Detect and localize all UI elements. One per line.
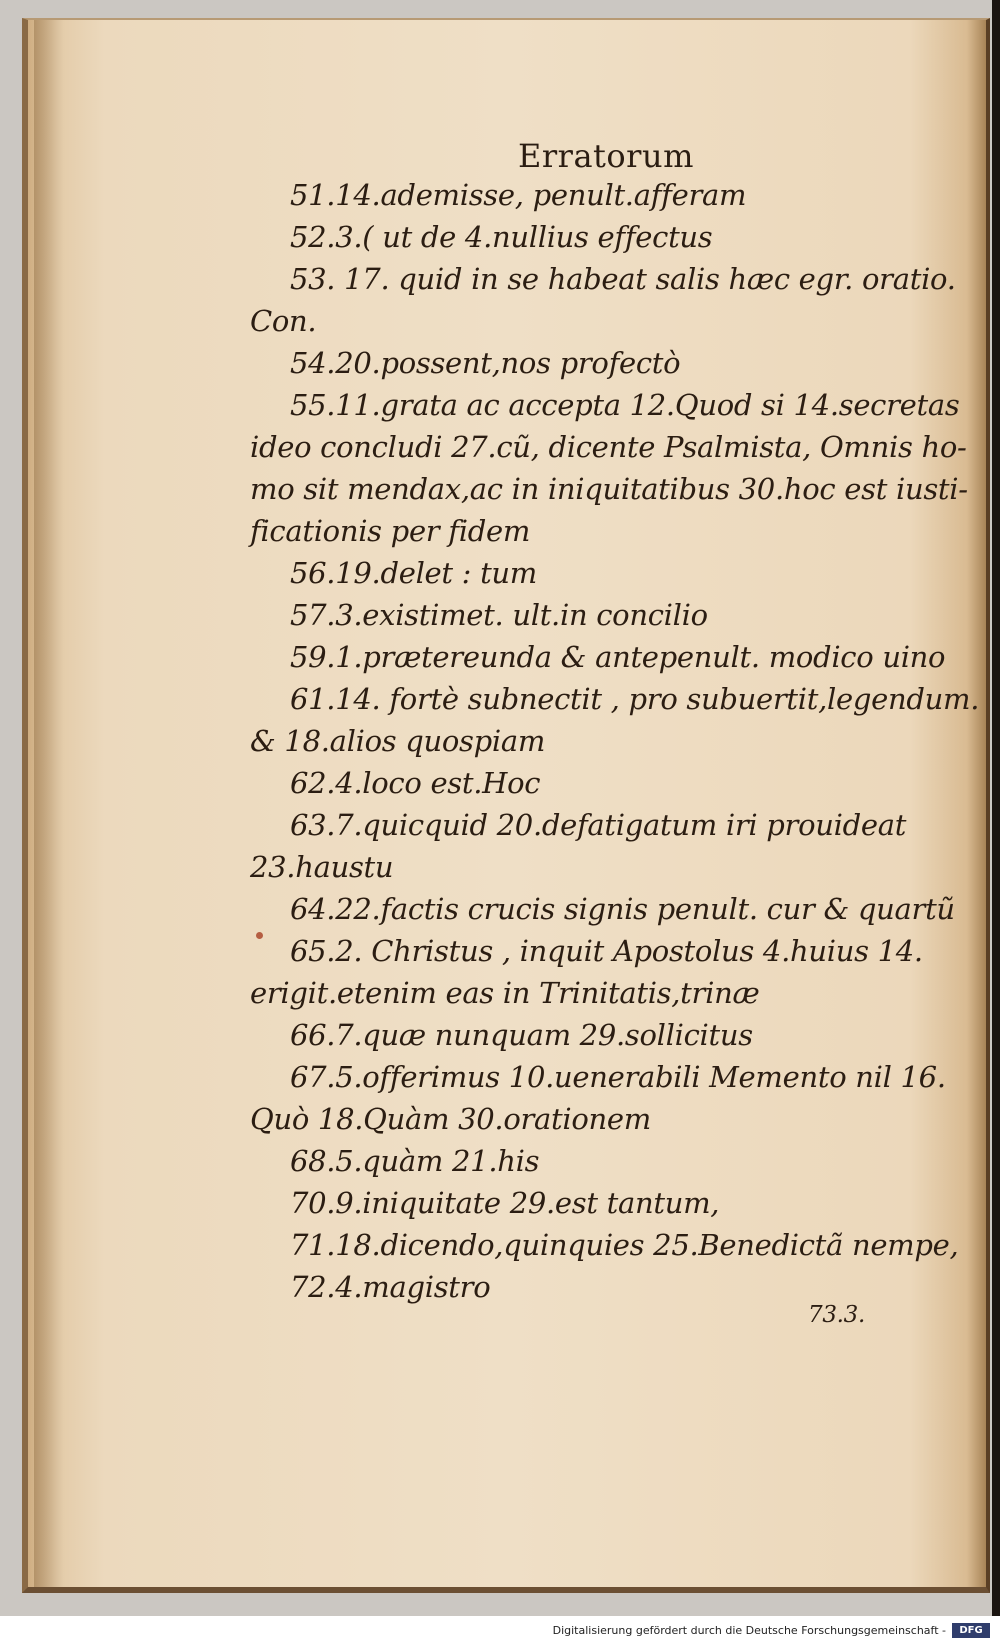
- errata-line: ficationis per fidem: [250, 514, 531, 548]
- errata-line: & 18.alios quospiam: [250, 724, 546, 758]
- errata-line: 65.2. Christus , inquit Apostolus 4.huius 14.: [290, 934, 923, 968]
- errata-line: 51.14.ademisse, penult.afferam: [290, 178, 747, 212]
- errata-line: 71.18.dicendo,quinquies 25.Benedictã nempe,: [290, 1228, 959, 1262]
- errata-line: 70.9.iniquitate 29.est tantum,: [290, 1186, 720, 1220]
- errata-line: 56.19.delet : tum: [290, 556, 537, 590]
- errata-line: ideo concludi 27.cũ, dicente Psalmista, Omnis ho-: [250, 430, 967, 464]
- errata-line: 68.5.quàm 21.his: [290, 1144, 540, 1178]
- errata-line: 52.3.( ut de 4.nullius effectus: [290, 220, 713, 254]
- book-edge: [992, 0, 1000, 1646]
- errata-line: 63.7.quicquid 20.defatigatum iri prouideat: [290, 808, 907, 842]
- errata-line: Quò 18.Quàm 30.orationem: [250, 1102, 651, 1136]
- errata-line: mo sit mendax,ac in iniquitatibus 30.hoc est iusti-: [250, 472, 968, 506]
- errata-line: 67.5.offerimus 10.uenerabili Memento nil 16.: [290, 1060, 946, 1094]
- book-page: [22, 18, 990, 1593]
- dfg-logo: DFG: [952, 1623, 990, 1638]
- catchword: 73.3.: [808, 1302, 866, 1328]
- errata-line: 64.22.factis crucis signis penult. cur & quartũ: [290, 892, 955, 926]
- errata-line: 61.14. fortè subnectit , pro subuertit,legendum.: [290, 682, 980, 716]
- funding-credit: Digitalisierung gefördert durch die Deutsche Forschungsgemeinschaft -: [552, 1624, 946, 1637]
- errata-line: 72.4.magistro: [290, 1270, 491, 1304]
- errata-line: 54.20.possent,nos profectò: [290, 346, 681, 380]
- errata-line: 55.11.grata ac accepta 12.Quod si 14.secretas: [290, 388, 960, 422]
- errata-line: 62.4.loco est.Hoc: [290, 766, 541, 800]
- errata-line: erigit.etenim eas in Trinitatis,trinæ: [250, 976, 760, 1010]
- errata-line: 59.1.prætereunda & antepenult. modico uino: [290, 640, 946, 674]
- errata-text: [28, 20, 986, 1587]
- errata-line: 23.haustu: [250, 850, 394, 884]
- page-heading: Erratorum: [518, 137, 694, 175]
- errata-line: 57.3.existimet. ult.in concilio: [290, 598, 708, 632]
- errata-line: 53. 17. quid in se habeat salis hæc egr. oratio.: [290, 262, 956, 296]
- errata-line: 66.7.quæ nunquam 29.sollicitus: [290, 1018, 753, 1052]
- errata-line: Con.: [250, 304, 317, 338]
- digitization-footer: [0, 1616, 1000, 1646]
